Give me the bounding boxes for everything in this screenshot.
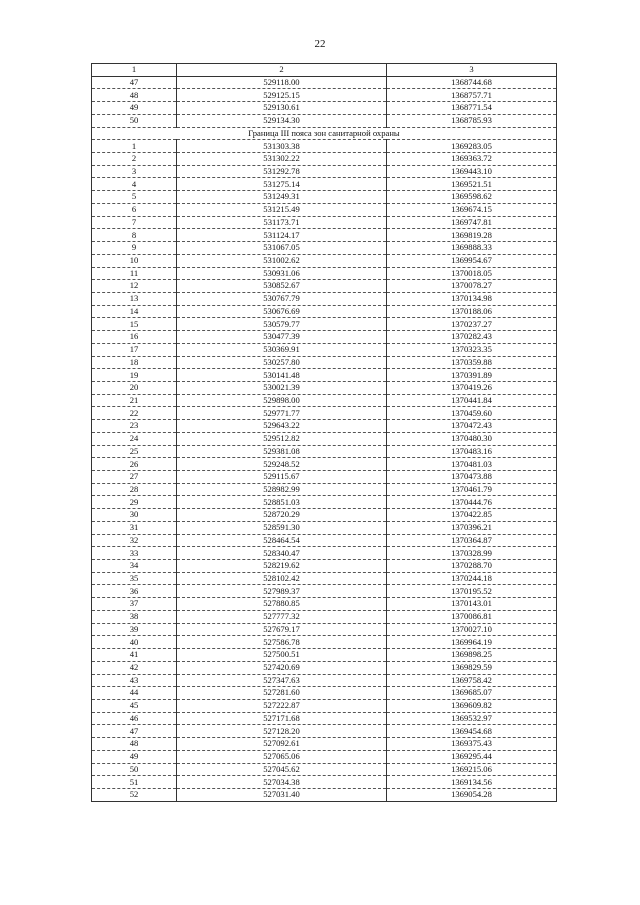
y-coordinate-cell: 1370472.43 xyxy=(387,420,557,433)
x-coordinate-cell: 530021.39 xyxy=(177,381,387,394)
x-coordinate-cell: 529381.08 xyxy=(177,445,387,458)
point-number-cell: 47 xyxy=(92,76,177,89)
y-coordinate-cell: 1369964.19 xyxy=(387,636,557,649)
point-number-cell: 25 xyxy=(92,445,177,458)
table-row xyxy=(92,432,557,445)
point-number-cell: 52 xyxy=(92,788,177,801)
y-coordinate-cell: 1370323.35 xyxy=(387,343,557,356)
y-coordinate-cell: 1369747.81 xyxy=(387,216,557,229)
page-number: 22 xyxy=(314,38,326,50)
table-row xyxy=(92,89,557,102)
table-row xyxy=(92,509,557,522)
y-coordinate-cell: 1370018.05 xyxy=(387,267,557,280)
x-coordinate-cell: 527586.78 xyxy=(177,636,387,649)
point-number-cell: 8 xyxy=(92,229,177,242)
x-coordinate-cell: 529771.77 xyxy=(177,407,387,420)
table-row xyxy=(92,699,557,712)
y-coordinate-cell: 1370473.88 xyxy=(387,471,557,484)
table-row xyxy=(92,76,557,89)
table-row xyxy=(92,267,557,280)
table-row xyxy=(92,547,557,560)
table-row xyxy=(92,763,557,776)
table-row xyxy=(92,343,557,356)
table-row xyxy=(92,165,557,178)
column-header-y: 3 xyxy=(387,64,557,77)
table-row xyxy=(92,483,557,496)
point-number-cell: 29 xyxy=(92,496,177,509)
section-title: Граница III пояса зон санитарной охраны xyxy=(92,127,557,140)
table-row xyxy=(92,229,557,242)
point-number-cell: 13 xyxy=(92,292,177,305)
point-number-cell: 15 xyxy=(92,318,177,331)
table-header-row xyxy=(92,64,557,77)
y-coordinate-cell: 1370328.99 xyxy=(387,547,557,560)
x-coordinate-cell: 531173.71 xyxy=(177,216,387,229)
y-coordinate-cell: 1370134.98 xyxy=(387,292,557,305)
table-row xyxy=(92,407,557,420)
point-number-cell: 26 xyxy=(92,458,177,471)
column-header-x: 2 xyxy=(177,64,387,77)
point-number-cell: 10 xyxy=(92,254,177,267)
table-row xyxy=(92,534,557,547)
y-coordinate-cell: 1369295.44 xyxy=(387,750,557,763)
x-coordinate-cell: 530931.06 xyxy=(177,267,387,280)
x-coordinate-cell: 527500.51 xyxy=(177,649,387,662)
point-number-cell: 40 xyxy=(92,636,177,649)
x-coordinate-cell: 531275.14 xyxy=(177,178,387,191)
table-row xyxy=(92,649,557,662)
point-number-cell: 1 xyxy=(92,140,177,153)
x-coordinate-cell: 527679.17 xyxy=(177,623,387,636)
table-row xyxy=(92,203,557,216)
point-number-cell: 49 xyxy=(92,102,177,115)
point-number-cell: 21 xyxy=(92,394,177,407)
point-number-cell: 30 xyxy=(92,509,177,522)
point-number-cell: 24 xyxy=(92,432,177,445)
x-coordinate-cell: 530579.77 xyxy=(177,318,387,331)
point-number-cell: 2 xyxy=(92,153,177,166)
x-coordinate-cell: 530767.79 xyxy=(177,292,387,305)
table-body xyxy=(92,76,557,801)
table-row xyxy=(92,254,557,267)
table-row xyxy=(92,140,557,153)
x-coordinate-cell: 531215.49 xyxy=(177,203,387,216)
table-row xyxy=(92,153,557,166)
x-coordinate-cell: 527777.32 xyxy=(177,610,387,623)
x-coordinate-cell: 531124.17 xyxy=(177,229,387,242)
y-coordinate-cell: 1368744.68 xyxy=(387,76,557,89)
point-number-cell: 37 xyxy=(92,598,177,611)
point-number-cell: 14 xyxy=(92,305,177,318)
point-number-cell: 17 xyxy=(92,343,177,356)
point-number-cell: 44 xyxy=(92,687,177,700)
y-coordinate-cell: 1369758.42 xyxy=(387,674,557,687)
table-row xyxy=(92,712,557,725)
y-coordinate-cell: 1369954.67 xyxy=(387,254,557,267)
section-row xyxy=(92,127,557,140)
table-row xyxy=(92,725,557,738)
table-row xyxy=(92,280,557,293)
y-coordinate-cell: 1370078.27 xyxy=(387,280,557,293)
x-coordinate-cell: 530141.48 xyxy=(177,369,387,382)
table-row xyxy=(92,369,557,382)
x-coordinate-cell: 529118.00 xyxy=(177,76,387,89)
x-coordinate-cell: 531292.78 xyxy=(177,165,387,178)
column-header-number: 1 xyxy=(92,64,177,77)
table-row xyxy=(92,687,557,700)
x-coordinate-cell: 530257.80 xyxy=(177,356,387,369)
y-coordinate-cell: 1369598.62 xyxy=(387,191,557,204)
x-coordinate-cell: 529643.22 xyxy=(177,420,387,433)
point-number-cell: 22 xyxy=(92,407,177,420)
y-coordinate-cell: 1370086.81 xyxy=(387,610,557,623)
y-coordinate-cell: 1370391.89 xyxy=(387,369,557,382)
coordinates-table xyxy=(91,63,557,802)
y-coordinate-cell: 1369283.05 xyxy=(387,140,557,153)
point-number-cell: 50 xyxy=(92,114,177,127)
x-coordinate-cell: 531303.38 xyxy=(177,140,387,153)
point-number-cell: 39 xyxy=(92,623,177,636)
y-coordinate-cell: 1368785.93 xyxy=(387,114,557,127)
table-row xyxy=(92,610,557,623)
x-coordinate-cell: 527034.38 xyxy=(177,776,387,789)
table-row xyxy=(92,738,557,751)
y-coordinate-cell: 1369829.59 xyxy=(387,661,557,674)
x-coordinate-cell: 527347.63 xyxy=(177,674,387,687)
table-row xyxy=(92,114,557,127)
y-coordinate-cell: 1370483.16 xyxy=(387,445,557,458)
point-number-cell: 31 xyxy=(92,521,177,534)
point-number-cell: 19 xyxy=(92,369,177,382)
x-coordinate-cell: 528219.62 xyxy=(177,560,387,573)
table-row xyxy=(92,394,557,407)
x-coordinate-cell: 529512.82 xyxy=(177,432,387,445)
x-coordinate-cell: 529125.15 xyxy=(177,89,387,102)
y-coordinate-cell: 1370461.79 xyxy=(387,483,557,496)
point-number-cell: 32 xyxy=(92,534,177,547)
point-number-cell: 43 xyxy=(92,674,177,687)
point-number-cell: 47 xyxy=(92,725,177,738)
table-row xyxy=(92,420,557,433)
point-number-cell: 33 xyxy=(92,547,177,560)
x-coordinate-cell: 528340.47 xyxy=(177,547,387,560)
y-coordinate-cell: 1369898.25 xyxy=(387,649,557,662)
y-coordinate-cell: 1369674.15 xyxy=(387,203,557,216)
y-coordinate-cell: 1370419.26 xyxy=(387,381,557,394)
y-coordinate-cell: 1370282.43 xyxy=(387,331,557,344)
point-number-cell: 6 xyxy=(92,203,177,216)
x-coordinate-cell: 529898.00 xyxy=(177,394,387,407)
point-number-cell: 46 xyxy=(92,712,177,725)
x-coordinate-cell: 531067.05 xyxy=(177,242,387,255)
y-coordinate-cell: 1369609.82 xyxy=(387,699,557,712)
y-coordinate-cell: 1369375.43 xyxy=(387,738,557,751)
y-coordinate-cell: 1369443.10 xyxy=(387,165,557,178)
table-row xyxy=(92,178,557,191)
table-row xyxy=(92,585,557,598)
point-number-cell: 18 xyxy=(92,356,177,369)
x-coordinate-cell: 527171.68 xyxy=(177,712,387,725)
table-row xyxy=(92,445,557,458)
y-coordinate-cell: 1369454.68 xyxy=(387,725,557,738)
table-row xyxy=(92,292,557,305)
y-coordinate-cell: 1370288.70 xyxy=(387,560,557,573)
table-row xyxy=(92,305,557,318)
y-coordinate-cell: 1370364.87 xyxy=(387,534,557,547)
point-number-cell: 5 xyxy=(92,191,177,204)
y-coordinate-cell: 1370195.52 xyxy=(387,585,557,598)
x-coordinate-cell: 530676.69 xyxy=(177,305,387,318)
point-number-cell: 11 xyxy=(92,267,177,280)
point-number-cell: 38 xyxy=(92,610,177,623)
table-row xyxy=(92,191,557,204)
point-number-cell: 34 xyxy=(92,560,177,573)
x-coordinate-cell: 527045.62 xyxy=(177,763,387,776)
y-coordinate-cell: 1370027.10 xyxy=(387,623,557,636)
point-number-cell: 3 xyxy=(92,165,177,178)
table-row xyxy=(92,788,557,801)
point-number-cell: 42 xyxy=(92,661,177,674)
y-coordinate-cell: 1369215.06 xyxy=(387,763,557,776)
y-coordinate-cell: 1369521.51 xyxy=(387,178,557,191)
point-number-cell: 41 xyxy=(92,649,177,662)
y-coordinate-cell: 1369685.07 xyxy=(387,687,557,700)
y-coordinate-cell: 1370480.30 xyxy=(387,432,557,445)
x-coordinate-cell: 531302.22 xyxy=(177,153,387,166)
y-coordinate-cell: 1368771.54 xyxy=(387,102,557,115)
point-number-cell: 50 xyxy=(92,763,177,776)
y-coordinate-cell: 1370444.76 xyxy=(387,496,557,509)
x-coordinate-cell: 527222.87 xyxy=(177,699,387,712)
point-number-cell: 23 xyxy=(92,420,177,433)
x-coordinate-cell: 527880.85 xyxy=(177,598,387,611)
x-coordinate-cell: 529115.67 xyxy=(177,471,387,484)
x-coordinate-cell: 528720.29 xyxy=(177,509,387,522)
point-number-cell: 4 xyxy=(92,178,177,191)
point-number-cell: 27 xyxy=(92,471,177,484)
table-row xyxy=(92,560,557,573)
table-row xyxy=(92,458,557,471)
y-coordinate-cell: 1369134.56 xyxy=(387,776,557,789)
x-coordinate-cell: 527989.37 xyxy=(177,585,387,598)
x-coordinate-cell: 527128.20 xyxy=(177,725,387,738)
x-coordinate-cell: 528102.42 xyxy=(177,572,387,585)
point-number-cell: 20 xyxy=(92,381,177,394)
x-coordinate-cell: 527031.40 xyxy=(177,788,387,801)
y-coordinate-cell: 1369888.33 xyxy=(387,242,557,255)
table-row xyxy=(92,318,557,331)
x-coordinate-cell: 531249.31 xyxy=(177,191,387,204)
y-coordinate-cell: 1370244.18 xyxy=(387,572,557,585)
y-coordinate-cell: 1370481.03 xyxy=(387,458,557,471)
table-row xyxy=(92,661,557,674)
point-number-cell: 9 xyxy=(92,242,177,255)
y-coordinate-cell: 1370459.60 xyxy=(387,407,557,420)
table-row xyxy=(92,674,557,687)
x-coordinate-cell: 529248.52 xyxy=(177,458,387,471)
x-coordinate-cell: 528851.03 xyxy=(177,496,387,509)
table-row xyxy=(92,102,557,115)
table-row xyxy=(92,572,557,585)
x-coordinate-cell: 527065.06 xyxy=(177,750,387,763)
x-coordinate-cell: 530369.91 xyxy=(177,343,387,356)
point-number-cell: 48 xyxy=(92,738,177,751)
point-number-cell: 28 xyxy=(92,483,177,496)
point-number-cell: 45 xyxy=(92,699,177,712)
y-coordinate-cell: 1369532.97 xyxy=(387,712,557,725)
table-row xyxy=(92,496,557,509)
point-number-cell: 35 xyxy=(92,572,177,585)
table-row xyxy=(92,331,557,344)
table-row xyxy=(92,381,557,394)
y-coordinate-cell: 1370396.21 xyxy=(387,521,557,534)
x-coordinate-cell: 527420.69 xyxy=(177,661,387,674)
x-coordinate-cell: 530852.67 xyxy=(177,280,387,293)
table-row xyxy=(92,636,557,649)
y-coordinate-cell: 1369054.28 xyxy=(387,788,557,801)
x-coordinate-cell: 530477.39 xyxy=(177,331,387,344)
x-coordinate-cell: 528982.99 xyxy=(177,483,387,496)
y-coordinate-cell: 1369819.28 xyxy=(387,229,557,242)
point-number-cell: 16 xyxy=(92,331,177,344)
point-number-cell: 7 xyxy=(92,216,177,229)
y-coordinate-cell: 1368757.71 xyxy=(387,89,557,102)
y-coordinate-cell: 1370422.85 xyxy=(387,509,557,522)
table-row xyxy=(92,242,557,255)
table-row xyxy=(92,623,557,636)
x-coordinate-cell: 528591.30 xyxy=(177,521,387,534)
x-coordinate-cell: 527092.61 xyxy=(177,738,387,751)
y-coordinate-cell: 1370143.01 xyxy=(387,598,557,611)
table-row xyxy=(92,598,557,611)
y-coordinate-cell: 1370441.84 xyxy=(387,394,557,407)
y-coordinate-cell: 1370359.88 xyxy=(387,356,557,369)
table-row xyxy=(92,776,557,789)
x-coordinate-cell: 527281.60 xyxy=(177,687,387,700)
point-number-cell: 12 xyxy=(92,280,177,293)
x-coordinate-cell: 529130.61 xyxy=(177,102,387,115)
table-row xyxy=(92,471,557,484)
table-row xyxy=(92,750,557,763)
y-coordinate-cell: 1370188.06 xyxy=(387,305,557,318)
point-number-cell: 36 xyxy=(92,585,177,598)
y-coordinate-cell: 1369363.72 xyxy=(387,153,557,166)
y-coordinate-cell: 1370237.27 xyxy=(387,318,557,331)
x-coordinate-cell: 529134.30 xyxy=(177,114,387,127)
point-number-cell: 51 xyxy=(92,776,177,789)
table-row xyxy=(92,521,557,534)
x-coordinate-cell: 528464.54 xyxy=(177,534,387,547)
x-coordinate-cell: 531002.62 xyxy=(177,254,387,267)
table-row xyxy=(92,356,557,369)
point-number-cell: 49 xyxy=(92,750,177,763)
table-row xyxy=(92,216,557,229)
point-number-cell: 48 xyxy=(92,89,177,102)
